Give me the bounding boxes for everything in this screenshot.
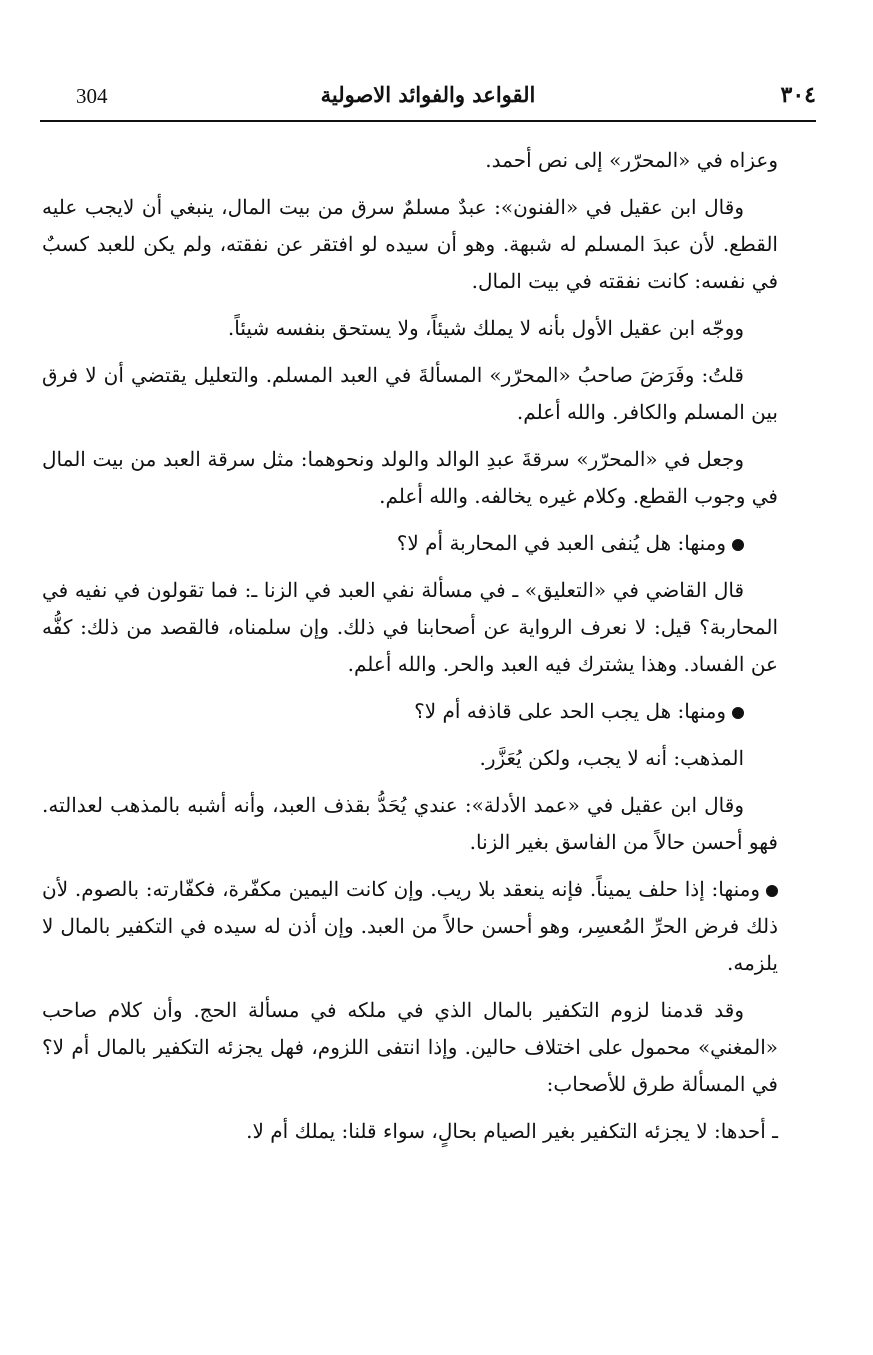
paragraph: قال القاضي في «التعليق» ـ في مسألة نفي العبد في الزنا ـ: فما تقولون في نفيه في المحاربة؟ قيل: لا نعرف الرواية عن أصحابنا في ذلك. وإن سلمناه، فالقصد من ذلك: كفُّه عن الفساد. وهذا يشترك فيه العبد والحر. والله أعلم. <box>42 578 778 676</box>
page-number-arabic: ٣٠٤ <box>780 82 816 108</box>
question-item <box>42 693 778 730</box>
question-text: ومنها: هل يجب الحد على قاذفه أم لا؟ <box>414 699 726 723</box>
paragraph: ووجّه ابن عقيل الأول بأنه لا يملك شيئاً، ولا يستحق بنفسه شيئاً. <box>227 316 744 340</box>
question-text: ومنها: إذا حلف يميناً. فإنه ينعقد بلا ريب. وإن كانت اليمين مكفّرة، فكفّارته: بالصوم. لأن ذلك فرض الحرِّ المُعسِر، وهو أحسن حالاً من العبد. وإن أذن له سيده في التكفير بالمال لا يلزمه. <box>42 877 778 975</box>
paragraph: وقد قدمنا لزوم التكفير بالمال الذي في ملكه في مسألة الحج. وأن كلام صاحب «المغني» محمول على اختلاف حالين. وإذا انتفى اللزوم، فهل يجزئه التكفير بالمال أم لا؟ في المسألة طرق للأصحاب: <box>42 998 778 1096</box>
paragraph: وقال ابن عقيل في «الفنون»: عبدٌ مسلمٌ سرق من بيت المال، ينبغي أن لايجب عليه القطع. لأن عبدَ المسلم له شبهة. وهو أن سيده لو افتقر عن نفقته، ولم يكن للعبد كسبٌ في نفسه: كانت نفقته في بيت المال. <box>42 195 778 293</box>
paragraph: قلتُ: وفَرَضَ صاحبُ «المحرّر» المسألةَ في العبد المسلم. والتعليل يقتضي أن لا فرق بين المسلم والكافر. والله أعلم. <box>42 363 778 424</box>
question-text: ومنها: هل يُنفى العبد في المحاربة أم لا؟ <box>396 531 726 555</box>
page-header <box>40 82 816 122</box>
paragraph: المذهب: أنه لا يجب، ولكن يُعَزَّر. <box>479 746 744 770</box>
body-text <box>42 142 778 1160</box>
paragraph: وجعل في «المحرّر» سرقةَ عبدِ الوالد والولد ونحوهما: مثل سرقة العبد من بيت المال في وجوب القطع. وكلام غيره يخالفه. والله أعلم. <box>42 447 778 508</box>
bullet-icon <box>732 707 744 719</box>
bullet-icon <box>766 885 778 897</box>
paragraph: ـ أحدها: لا يجزئه التكفير بغير الصيام بحالٍ، سواء قلنا: يملك أم لا. <box>246 1119 778 1143</box>
question-item <box>42 871 778 982</box>
paragraph: وعزاه في «المحرّر» إلى نص أحمد. <box>485 148 778 172</box>
question-item <box>42 525 778 562</box>
paragraph: وقال ابن عقيل في «عمد الأدلة»: عندي يُحَدُّ بقذف العبد، وأنه أشبه بالمذهب لعدالته. فهو أحسن حالاً من الفاسق بغير الزنا. <box>42 793 778 854</box>
page-number-latin: 304 <box>76 84 108 108</box>
bullet-icon <box>732 539 744 551</box>
running-title: القواعد والفوائد الاصولية <box>320 82 536 107</box>
